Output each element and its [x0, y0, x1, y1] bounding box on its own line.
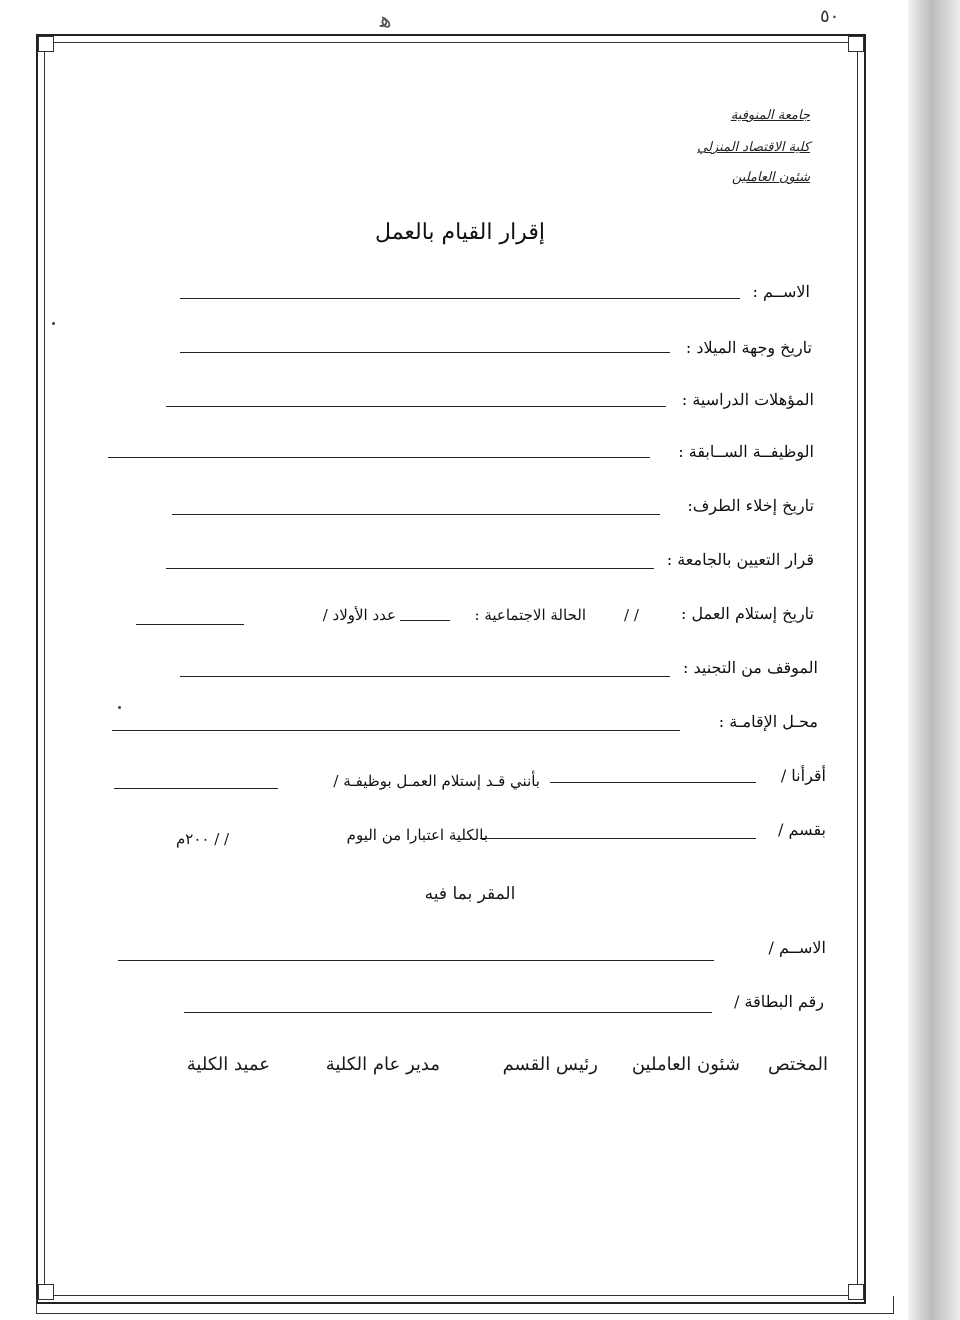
line-declarant-name[interactable] [550, 782, 756, 783]
corner-notch-top-left [38, 36, 54, 52]
label-marital: الحالة الاجتماعية : [474, 606, 586, 624]
page-number: ٥٠ [820, 6, 840, 27]
label-declarant-name: الاســم / [768, 938, 826, 957]
label-declare: أقرأنا / [780, 766, 826, 785]
line-job-title[interactable] [114, 788, 278, 789]
signature-specialist: المختص [768, 1054, 828, 1075]
line-children[interactable] [136, 624, 244, 625]
line-military[interactable] [180, 676, 670, 677]
scan-edge-shadow [908, 0, 960, 1320]
corner-notch-bottom-left [38, 1284, 54, 1300]
label-children: عدد الأولاد / [322, 606, 396, 624]
bottom-border-strip [36, 1296, 894, 1314]
declarant-title: المقر بما فيه [424, 884, 516, 904]
label-in-dept: بقسم / [778, 820, 826, 839]
label-appointment: قرار التعيين بالجامعة : [666, 550, 814, 569]
line-card-number[interactable] [184, 1012, 712, 1013]
header-university: جامعة المنوفية [730, 108, 810, 123]
scan-speck [52, 322, 55, 325]
corner-notch-bottom-right [848, 1284, 864, 1300]
label-card: رقم البطاقة / [734, 992, 824, 1011]
line-name[interactable] [180, 298, 740, 299]
label-name: الاســم : [752, 282, 810, 301]
form-title: إقرار القيام بالعمل [375, 220, 545, 245]
label-military: الموقف من التجنيد : [683, 658, 818, 677]
line-birth[interactable] [180, 352, 670, 353]
corner-mark: ﻫ [380, 8, 392, 33]
signature-affairs: شئون العاملين [631, 1054, 740, 1075]
label-qualifications: المؤهلات الدراسية : [681, 390, 814, 409]
line-appointment[interactable] [166, 568, 654, 569]
work-start-date-slashes[interactable]: / / [624, 606, 639, 624]
label-received-job: بأنني قـد إستلام العمـل بوظيفـة / [333, 772, 540, 790]
header-department: شئون العاملين [731, 170, 810, 185]
year-date[interactable]: / / ٢٠٠م [176, 830, 230, 848]
scan-speck [118, 706, 121, 709]
line-declarant-signature-name[interactable] [118, 960, 714, 961]
line-clearance-date[interactable] [172, 514, 660, 515]
corner-notch-top-right [848, 36, 864, 52]
signature-head: رئيس القسم [502, 1054, 598, 1075]
header-faculty: كلية الاقتصاد المنزلي [697, 140, 810, 155]
label-clearance-date: تاريخ إخلاء الطرف: [687, 496, 814, 515]
label-residence: محـل الإقامـة : [718, 712, 818, 731]
line-department[interactable] [480, 838, 756, 839]
line-previous-job[interactable] [108, 457, 650, 458]
label-work-start: تاريخ إستلام العمل : [680, 604, 814, 623]
line-marital[interactable] [400, 620, 450, 621]
signature-dean: عميد الكلية [186, 1054, 270, 1075]
label-previous-job: الوظيفــة الســابقة : [678, 442, 814, 461]
line-residence[interactable] [112, 730, 680, 731]
label-birth: تاريخ وجهة الميلاد : [685, 338, 812, 357]
signature-director: مدير عام الكلية [325, 1054, 440, 1075]
label-from-day: بالكلية اعتبارا من اليوم [346, 826, 488, 844]
line-qualifications[interactable] [166, 406, 666, 407]
